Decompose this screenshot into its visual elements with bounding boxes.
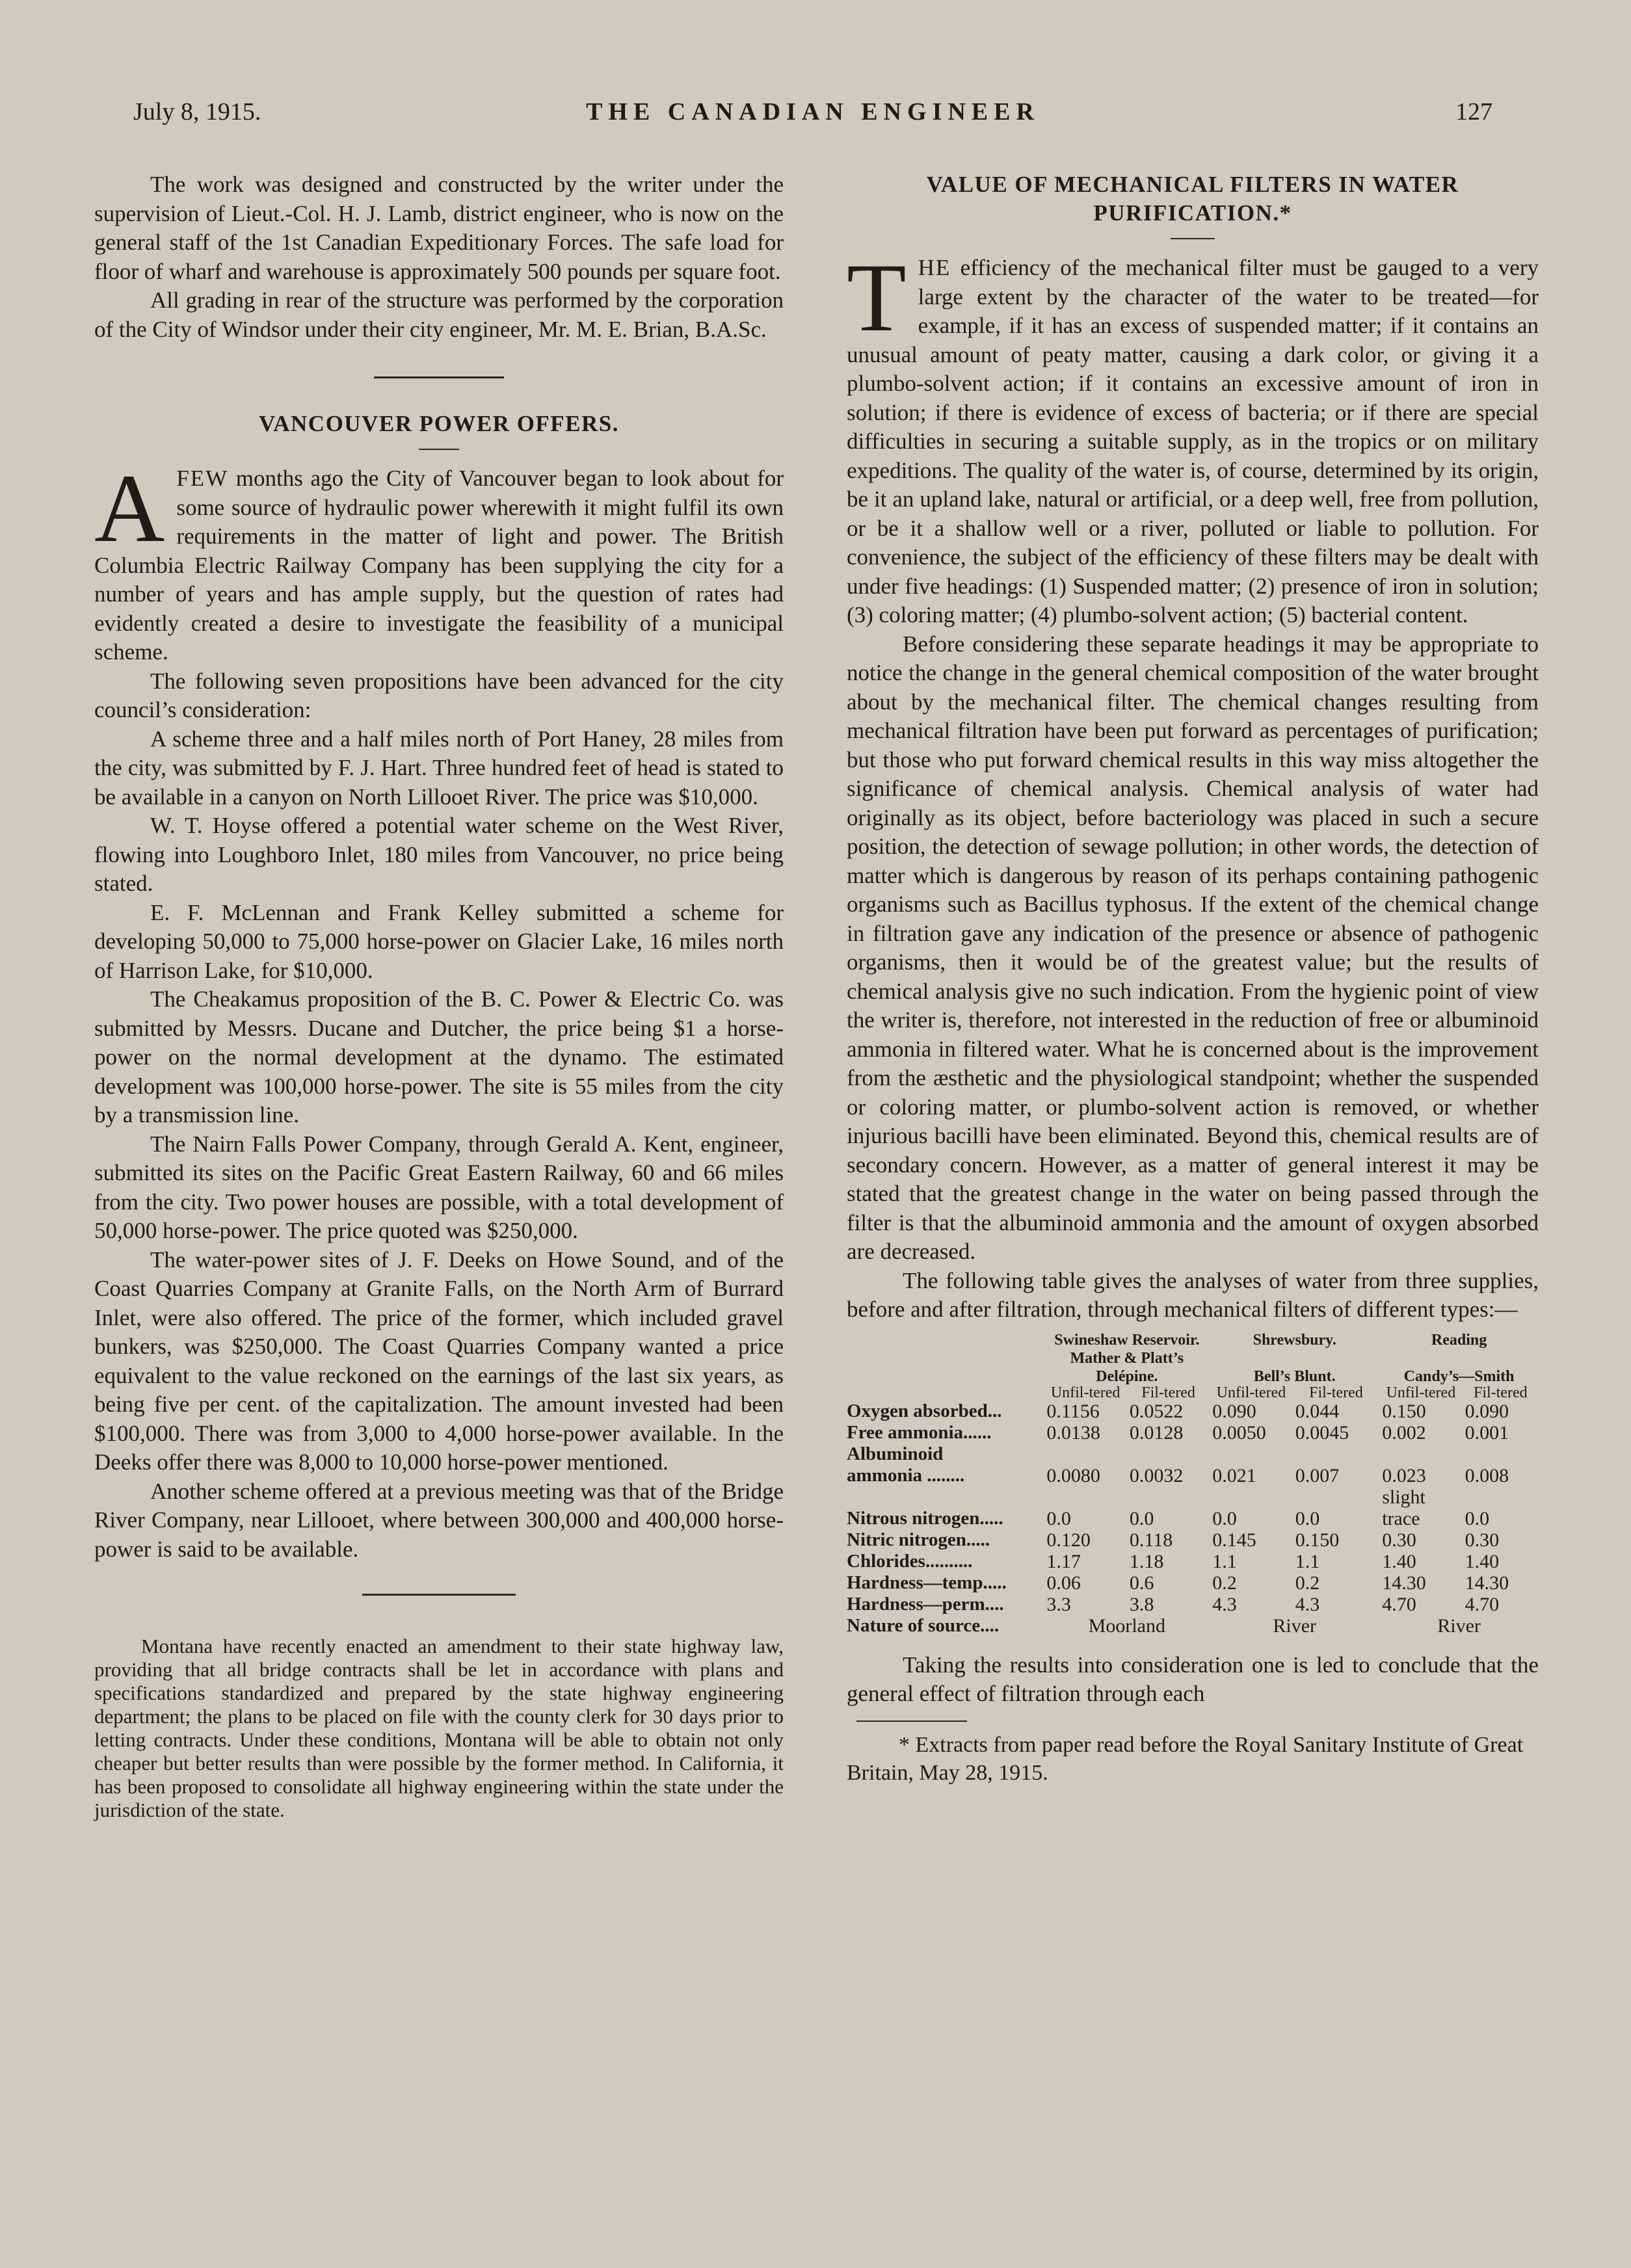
row-label: Nitrous nitrogen..... [847,1507,1003,1529]
source-cell: River [1273,1615,1317,1637]
table-cell: 0.0 [1046,1507,1071,1529]
unfiltered-header: Unfil-tered [1050,1384,1120,1401]
table-cell: 0.1156 [1046,1400,1100,1422]
table-cell: 0.0 [1295,1507,1320,1529]
table-row [847,1465,1539,1486]
article-title: VALUE OF MECHANICAL FILTERS IN WATER PURIFICATION.* [926,172,1459,226]
table-row [847,1401,1539,1422]
row-label: Hardness—perm.... [847,1593,1004,1615]
table-cell: 0.145 [1212,1529,1256,1551]
supply-name: Swineshaw Reservoir. [1054,1331,1200,1349]
table-row [847,1422,1539,1444]
table-row [847,1486,1539,1529]
table-cell: 4.70 [1382,1593,1416,1615]
table-cell: 0.0522 [1129,1400,1184,1422]
lead-word: HE [918,255,951,280]
table-cell: 0.06 [1046,1572,1081,1594]
table-cell: 0.007 [1295,1464,1340,1486]
table-cell: 0.090 [1465,1400,1509,1422]
filter-type: Candy’s—Smith [1403,1367,1515,1385]
table-cell: 0.008 [1465,1464,1509,1486]
table-cell: 1.18 [1129,1550,1164,1572]
filter-header-row [847,1349,1539,1386]
table-cell: 0.0 [1212,1507,1237,1529]
footnote: * Extracts from paper read before the Royal Sanitary Institute of Great Britain, May 28, 1915. [847,1732,1524,1785]
row-label: Free ammonia...... [847,1421,992,1443]
row-label: Nature of source.... [847,1615,1000,1636]
table-cell [1127,1444,1210,1465]
paragraph: The following seven propositions have been advanced for the city council’s consideration: [94,668,784,722]
table-cell: 1.17 [1046,1550,1081,1572]
table-cell: 1.1 [1212,1550,1237,1572]
row-label: Nitric nitrogen..... [847,1529,990,1550]
row-label: Oxygen absorbed... [847,1400,1002,1421]
lead-word: FEW [176,466,229,491]
notice-text: Montana have recently enacted an amendment to their state highway law, providing that all bridge contracts shall be let in accordance with plans and specifications standardized and prepared by the state highway engineering department; the plans to be placed on file with the county clerk for 30 days prior to letting contracts. Under these conditions, Montana will be able to obtain not only cheaper but better results than were possible by the former method. In California, it has been proposed to consolidate all highway engineering within the state under the jurisdiction of the state. [94,1635,784,1821]
filtered-header: Fil-tered [1141,1384,1195,1401]
table-cell [1044,1444,1126,1465]
row-label: ammonia ........ [847,1464,965,1486]
intro-paragraph: The work was designed and constructed by the writer under the supervision of Lieut.-Col. H. J. Lamb, district engineer, who is now on the general staff of the 1st Canadian Expeditionary Forces. The safe load for floor of wharf and warehouse is approximately 500 pounds per square foot. [94,172,784,284]
unfiltered-header: Unfil-tered [1386,1384,1456,1401]
table-cell: slight trace [1382,1486,1425,1529]
paragraph: The water-power sites of J. F. Deeks on Howe Sound, and of the Coast Quarries Company at Granite Falls, on the North Arm of Burrard Inlet, were also offered. The price of the former, which included gravel bunkers, was $250,000. The Coast Quarries Company wanted a price equivalent to the value reckoned on the earnings of the last six years, as being five per cent. of the capitalization. The amount invested had been $100,000. There was from 3,000 to 4,000 horse-power available. In the Deeks offer there was 8,000 to 10,000 horse-power mentioned. [94,1246,784,1475]
filter-type: Mather & Platt’s Delépine. [1070,1349,1184,1385]
table-row [847,1529,1539,1551]
table-cell: 0.021 [1212,1464,1256,1486]
drop-cap: T [847,244,907,352]
table-cell: 0.150 [1295,1529,1340,1551]
footnote-rule [856,1721,967,1722]
table-cell: 0.120 [1046,1529,1091,1551]
lead-text: efficiency of the mechanical filter must be gauged to a very large extent by the character of the water to be treated—for example, if it has an excess of suspended matter; if it contains an unusual amount of peaty matter, causing a dark color, or giving it a plumbo-solvent action; if it contains an excessive amount of iron in solution; if there is evidence of excess of bacteria; or if there are special difficulties in securing a suitable supply, as in the tropics or on military expeditions. The quality of the water is, of course, determined by its origin, be it an upland lake, natural or artificial, or a deep well, free from pollution, or be it a shallow well or a river, polluted or liable to pollution. For convenience, the subject of the efficiency of these filters may be dealt with under five headings: (1) Suspended matter; (2) presence of iron in solution; (3) coloring matter; (4) plumbo-solvent action; (5) bacterial content. [847,255,1539,627]
table-cell: 0.044 [1295,1400,1340,1422]
row-label: Chlorides.......... [847,1550,973,1572]
table-cell: 0.0080 [1046,1464,1100,1486]
paragraph: The Cheakamus proposition of the B. C. Power & Electric Co. was submitted by Messrs. Ducane and Dutcher, the price being $1 a horse-power on the normal development at the dynamo. The estimated development was 100,000 horse-power. The site is 55 miles from the city by a transmission line. [94,986,784,1127]
table-cell: 14.30 [1382,1572,1426,1594]
filtered-header: Fil-tered [1309,1384,1363,1401]
source-cell: Moorland [1088,1615,1165,1637]
table-cell: 0.118 [1129,1529,1173,1551]
supply-name: Reading [1431,1331,1487,1349]
table-cell: 0.6 [1129,1572,1154,1594]
section-divider [374,376,504,378]
paragraph: The following table gives the analyses of water from three supplies, before and after filtration, through mechanical filters of different types:— [847,1267,1539,1322]
table-cell: 0.2 [1295,1572,1320,1594]
paragraph: Taking the results into consideration one is led to conclude that the general effect of filtration through each [847,1652,1539,1706]
table-cell: 14.30 [1465,1572,1509,1594]
right-column [847,170,1539,1787]
paragraph: Before considering these separate headings it may be appropriate to notice the change in the general chemical composition of the water brought about by the mechanical filter. The chemical changes resulting from mechanical filtration have been put forward as percentages of purification; but those who put forward chemical results in this way miss altogether the significance of chemical analysis. Chemical analysis of water had originally as its object, before bacteriology was placed in such a secure position, the detection of sewage pollution; in other words, the detection of matter which is dangerous by reason of its perhaps containing pathogenic organisms such as Bacillus typhosus. If the extent of the chemical change in filtration gave any indication of the presence or absence of pathogenic organisms, then it would be of the greatest value; but the results of chemical analysis give no such indication. From the hygienic point of view the writer is, therefore, not interested in the reduction of free or albuminoid ammonia in filtered water. What he is concerned about is the improvement from the æsthetic and the physiological standpoint; whether the suspended or coloring matter, or plumbo-solvent action is removed, or whether injurious bacilli have been eliminated. Beyond this, chemical results are of secondary concern. However, as a matter of general interest it may be stated that the greatest change in the water on being passed through the filter is that the albuminoid ammonia and the amount of oxygen absorbed are decreased. [847,631,1539,1264]
source-row [847,1615,1539,1637]
unfiltered-header: Unfil-tered [1216,1384,1286,1401]
table-row [847,1572,1539,1594]
supply-header-row [847,1331,1539,1349]
title-rule [419,449,459,450]
table-cell [1463,1444,1539,1465]
table-cell: 0.002 [1382,1421,1426,1444]
table-cell: 4.3 [1212,1593,1237,1615]
paragraph: E. F. McLennan and Frank Kelley submitted a scheme for developing 50,000 to 75,000 horse-power on Glacier Lake, 16 miles north of Harrison Lake, for $10,000. [94,899,784,983]
table-cell: 0.0128 [1129,1421,1184,1444]
table-cell: 0.0 [1129,1507,1154,1529]
article-lead-paragraph [94,455,784,667]
table-body [847,1401,1539,1637]
table-cell: 0.023 [1382,1464,1426,1486]
table-row [847,1551,1539,1572]
row-label: Hardness—temp..... [847,1572,1007,1593]
table-cell: 0.090 [1212,1400,1256,1422]
intro-paragraph: All grading in rear of the structure was performed by the corporation of the City of Windsor under their city engineer, Mr. M. E. Brian, B.A.Sc. [94,287,784,342]
table-cell: 3.3 [1046,1593,1071,1615]
section-divider [362,1594,516,1596]
table-cell: 0.0 [1465,1507,1490,1529]
table-row [847,1444,1539,1465]
table-cell [1293,1444,1380,1465]
paragraph: The Nairn Falls Power Company, through Gerald A. Kent, engineer, submitted its sites on the Pacific Great Eastern Railway, 60 and 66 miles from the city. Two power houses are possible, with a total development of 50,000 horse-power. The price quoted was $250,000. [94,1131,784,1243]
table-row [847,1594,1539,1615]
page-number: 127 [1455,98,1492,125]
source-cell: River [1437,1615,1481,1637]
supply-name: Shrewsbury. [1253,1331,1336,1349]
paragraph: A scheme three and a half miles north of Port Haney, 28 miles from the city, was submitted by F. J. Hart. Three hundred feet of head is stated to be available in a canyon on North Lillooet River. The price was $10,000. [94,726,784,810]
table-cell: 1.40 [1382,1550,1416,1572]
table-cell: 0.150 [1382,1400,1426,1422]
water-analysis-table [847,1331,1539,1637]
row-label: Albuminoid [847,1443,944,1464]
title-rule [1171,238,1215,239]
table-cell: 0.2 [1212,1572,1237,1594]
table-cell: 4.70 [1465,1593,1500,1615]
table-cell: 1.40 [1465,1550,1500,1572]
table-cell: 0.001 [1465,1421,1509,1444]
issue-date: July 8, 1915. [133,98,261,125]
paragraph: Another scheme offered at a previous meeting was that of the Bridge River Company, near Lillooet, where between 300,000 and 400,000 horse-power is said to be available. [94,1478,784,1562]
article-lead-paragraph [847,244,1539,630]
table-cell: 0.0050 [1212,1421,1266,1444]
paragraph: W. T. Hoyse offered a potential water scheme on the West River, flowing into Loughboro Inlet, 180 miles from Vancouver, no price being stated. [94,813,784,896]
table-cell: 0.0032 [1129,1464,1184,1486]
lead-text: months ago the City of Vancouver began to look about for some source of hydraulic power wherewith it might fulfil its own requirements in the matter of light and power. The British Columbia Electric Railway Company has been supplying the city for a number of years and has ample supply, but the question of rates had evidently created a desire to investigate the feasibility of a municipal scheme. [94,466,784,665]
running-head [133,98,1492,143]
table-cell: 0.30 [1382,1529,1416,1551]
table-cell: 0.0138 [1046,1421,1100,1444]
table-cell: 3.8 [1129,1593,1154,1615]
left-column [94,170,784,1822]
filter-type: Bell’s Blunt. [1253,1367,1336,1385]
drop-cap: A [94,455,165,562]
table-cell: 0.30 [1465,1529,1500,1551]
filtration-header-row [847,1386,1539,1401]
article-title: VANCOUVER POWER OFFERS. [258,411,620,436]
table-cell: 4.3 [1295,1593,1320,1615]
table-cell: 0.0045 [1295,1421,1349,1444]
notice-block [94,1635,784,1822]
journal-title: THE CANADIAN ENGINEER [586,98,1040,125]
table-cell [1379,1444,1462,1465]
table-cell [1210,1444,1292,1465]
table-cell: 1.1 [1295,1550,1320,1572]
filtered-header: Fil-tered [1473,1384,1528,1401]
